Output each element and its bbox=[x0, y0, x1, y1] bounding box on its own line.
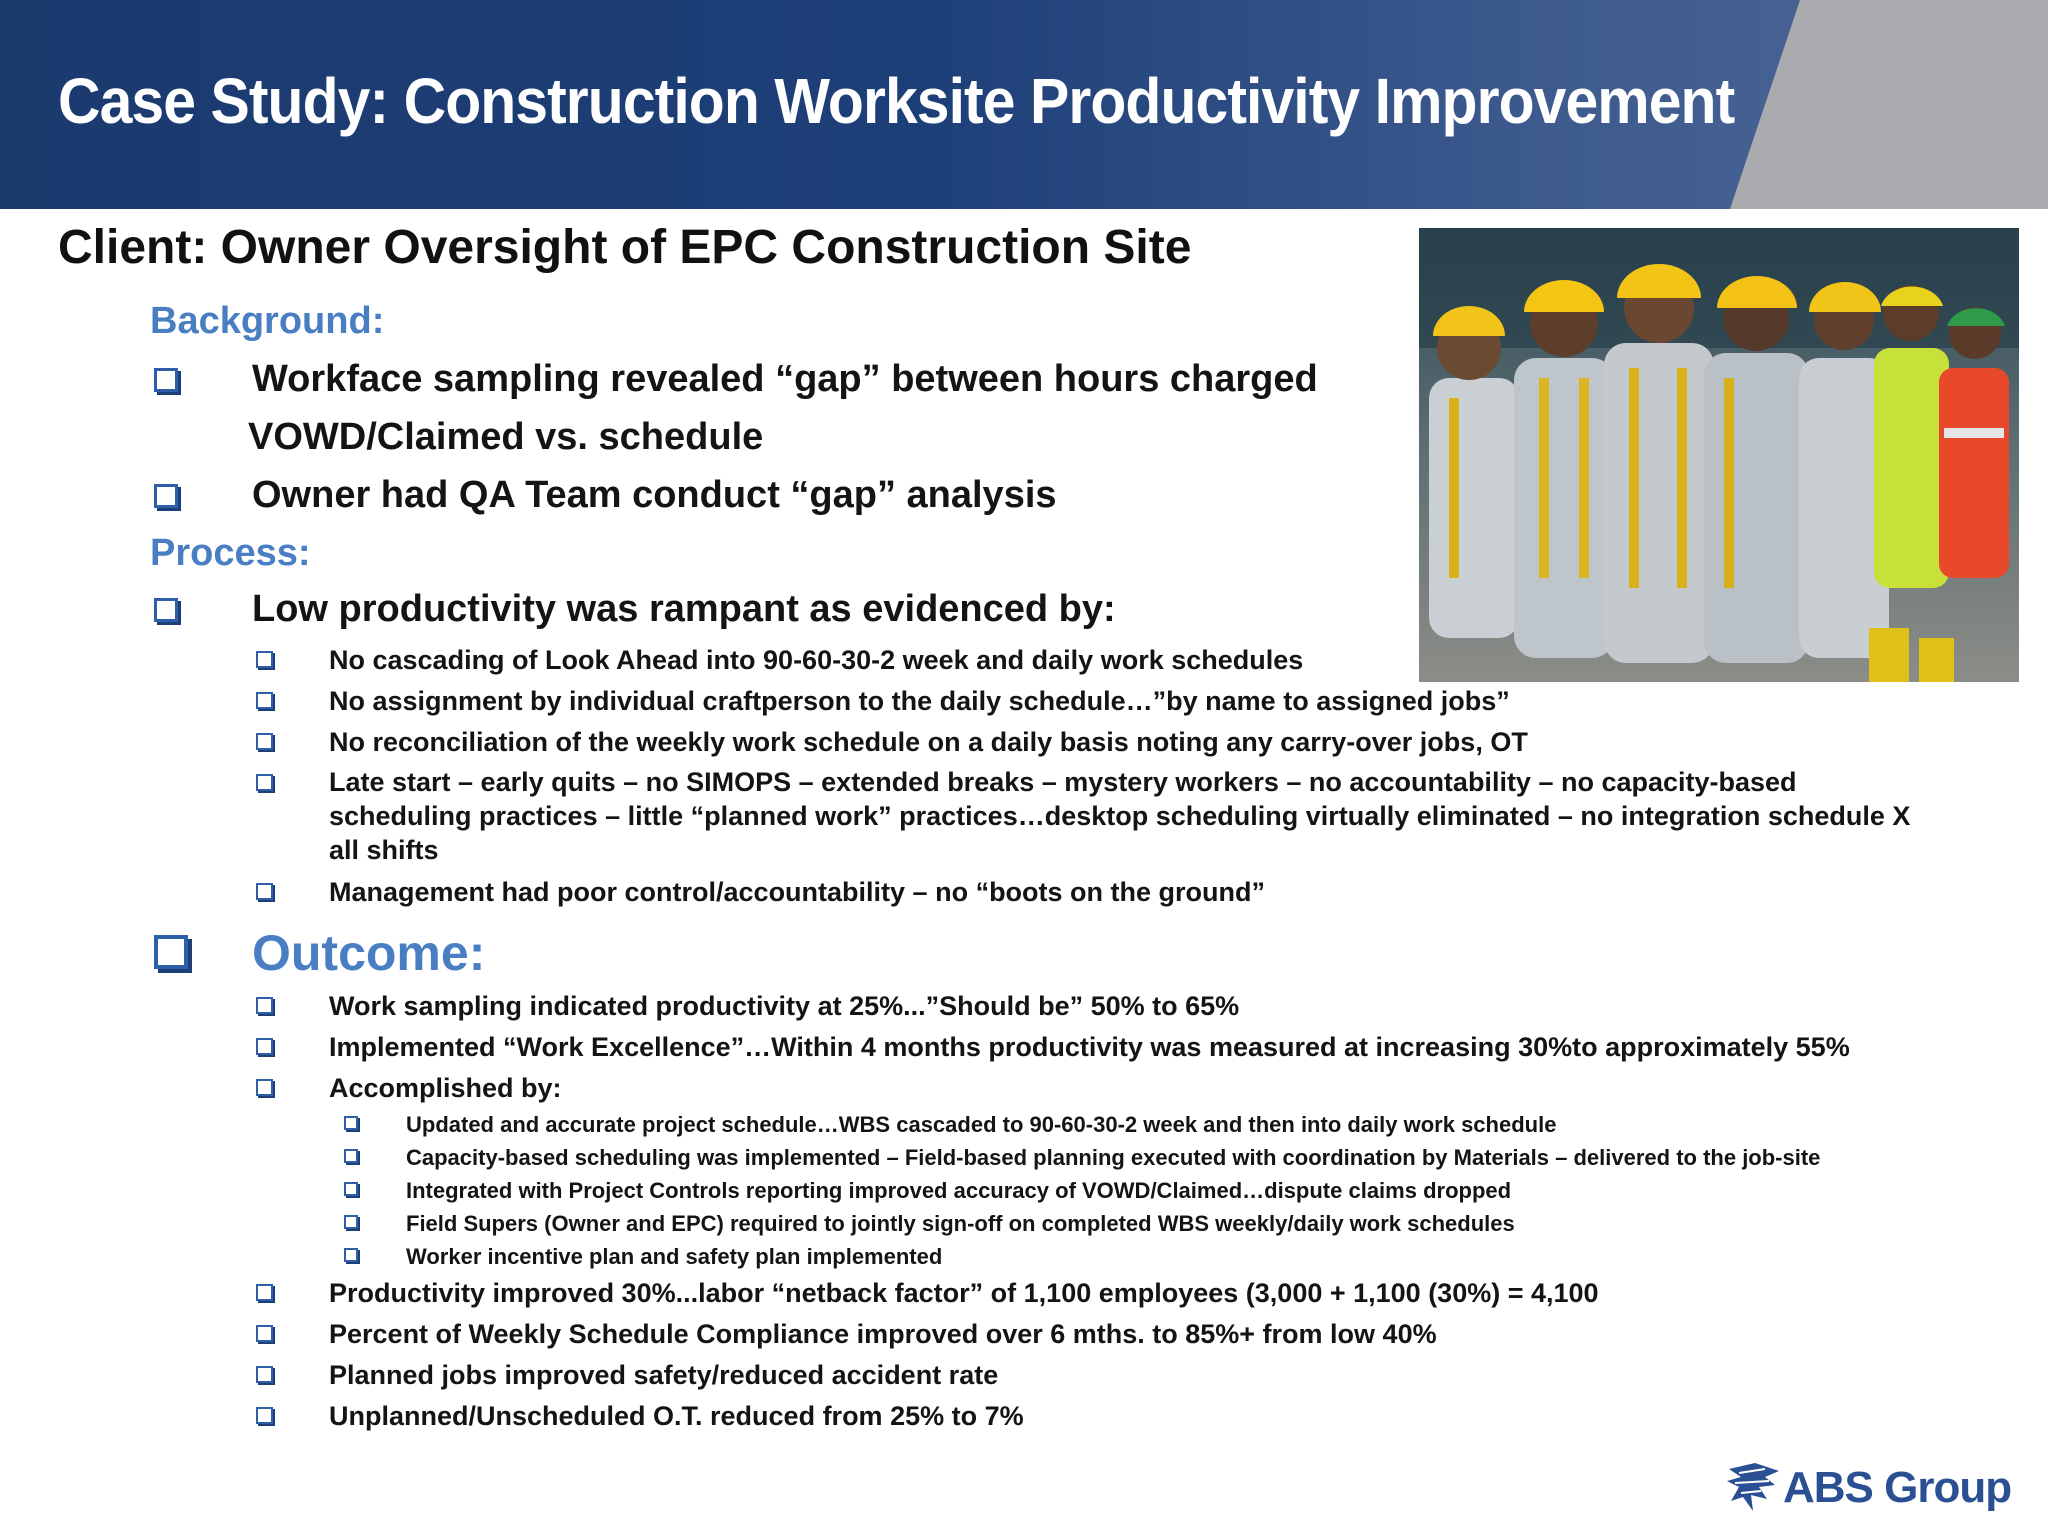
process-heading: Process: bbox=[150, 532, 311, 574]
background-heading: Background: bbox=[150, 300, 385, 342]
title-banner bbox=[0, 0, 2048, 209]
checkbox-icon bbox=[154, 598, 178, 622]
eagle-logo-icon bbox=[1725, 1459, 1783, 1517]
banner-grey-accent bbox=[1730, 0, 2048, 209]
outcome-heading: Outcome: bbox=[252, 925, 486, 981]
outcome-bullet-2: Implemented “Work Excellence”…Within 4 months productivity was measured at increasing 30%to approximately 55% bbox=[329, 1032, 1850, 1062]
checkbox-icon bbox=[256, 1038, 273, 1055]
process-sub-bullet-4: Late start – early quits – no SIMOPS – extended breaks – mystery workers – no accountability – no capacity-based scheduling practices – little “planned work” practices…desktop scheduling virtually eliminated – no integration schedule X all shifts bbox=[329, 767, 1911, 865]
checkbox-icon bbox=[256, 1407, 273, 1424]
checkbox-icon bbox=[154, 484, 178, 508]
outcome-bullet-7: Unplanned/Unscheduled O.T. reduced from 25% to 7% bbox=[329, 1401, 1024, 1431]
accomplished-item-2: Capacity-based scheduling was implemented – Field-based planning executed with coordination by Materials – delivered to the job-site bbox=[406, 1145, 1821, 1170]
checkbox-icon bbox=[154, 935, 188, 969]
checkbox-icon bbox=[344, 1149, 358, 1163]
checkbox-icon bbox=[256, 733, 273, 750]
client-subtitle: Client: Owner Oversight of EPC Construction Site bbox=[58, 221, 1192, 274]
checkbox-icon bbox=[256, 1284, 273, 1301]
checkbox-icon bbox=[256, 651, 273, 668]
checkbox-icon bbox=[256, 883, 273, 900]
background-bullet-1-cont: VOWD/Claimed vs. schedule bbox=[248, 416, 764, 458]
process-main-bullet: Low productivity was rampant as evidenced by: bbox=[252, 588, 1116, 630]
process-sub-bullet-1: No cascading of Look Ahead into 90-60-30-2 week and daily work schedules bbox=[329, 645, 1304, 675]
checkbox-icon bbox=[344, 1182, 358, 1196]
checkbox-icon bbox=[256, 1079, 273, 1096]
outcome-bullet-3: Accomplished by: bbox=[329, 1073, 562, 1103]
outcome-bullet-6: Planned jobs improved safety/reduced accident rate bbox=[329, 1360, 999, 1390]
checkbox-icon bbox=[256, 774, 273, 791]
checkbox-icon bbox=[256, 1325, 273, 1342]
checkbox-icon bbox=[256, 997, 273, 1014]
outcome-bullet-5: Percent of Weekly Schedule Compliance improved over 6 mths. to 85%+ from low 40% bbox=[329, 1319, 1437, 1349]
accomplished-item-4: Field Supers (Owner and EPC) required to jointly sign-off on completed WBS weekly/daily work schedules bbox=[406, 1211, 1515, 1236]
process-sub-bullet-2: No assignment by individual craftperson to the daily schedule…”by name to assigned jobs” bbox=[329, 686, 1510, 716]
checkbox-icon bbox=[344, 1116, 358, 1130]
accomplished-item-5: Worker incentive plan and safety plan implemented bbox=[406, 1244, 943, 1269]
accomplished-item-1: Updated and accurate project schedule…WBS cascaded to 90-60-30-2 week and then into daily work schedule bbox=[406, 1112, 1557, 1137]
background-bullet-2: Owner had QA Team conduct “gap” analysis bbox=[252, 474, 1057, 516]
checkbox-icon bbox=[154, 368, 178, 392]
checkbox-icon bbox=[256, 692, 273, 709]
workers-photo bbox=[1419, 228, 2019, 682]
abs-group-logo bbox=[1725, 1458, 2011, 1518]
process-sub-bullet-3: No reconciliation of the weekly work schedule on a daily basis noting any carry-over jobs, OT bbox=[329, 727, 1528, 757]
outcome-bullet-1: Work sampling indicated productivity at 25%...”Should be” 50% to 65% bbox=[329, 991, 1240, 1021]
accomplished-item-3: Integrated with Project Controls reporting improved accuracy of VOWD/Claimed…dispute claims dropped bbox=[406, 1178, 1512, 1203]
checkbox-icon bbox=[344, 1215, 358, 1229]
process-sub-bullet-5: Management had poor control/accountability – no “boots on the ground” bbox=[329, 877, 1266, 907]
outcome-bullet-4: Productivity improved 30%...labor “netback factor” of 1,100 employees (3,000 + 1,100 (30%) = 4,100 bbox=[329, 1278, 1599, 1308]
logo-text: ABS Group bbox=[1783, 1463, 2012, 1512]
background-bullet-1: Workface sampling revealed “gap” between hours charged bbox=[252, 358, 1318, 400]
checkbox-icon bbox=[256, 1366, 273, 1383]
checkbox-icon bbox=[344, 1248, 358, 1262]
slide-title: Case Study: Construction Worksite Productivity Improvement bbox=[58, 65, 1735, 137]
